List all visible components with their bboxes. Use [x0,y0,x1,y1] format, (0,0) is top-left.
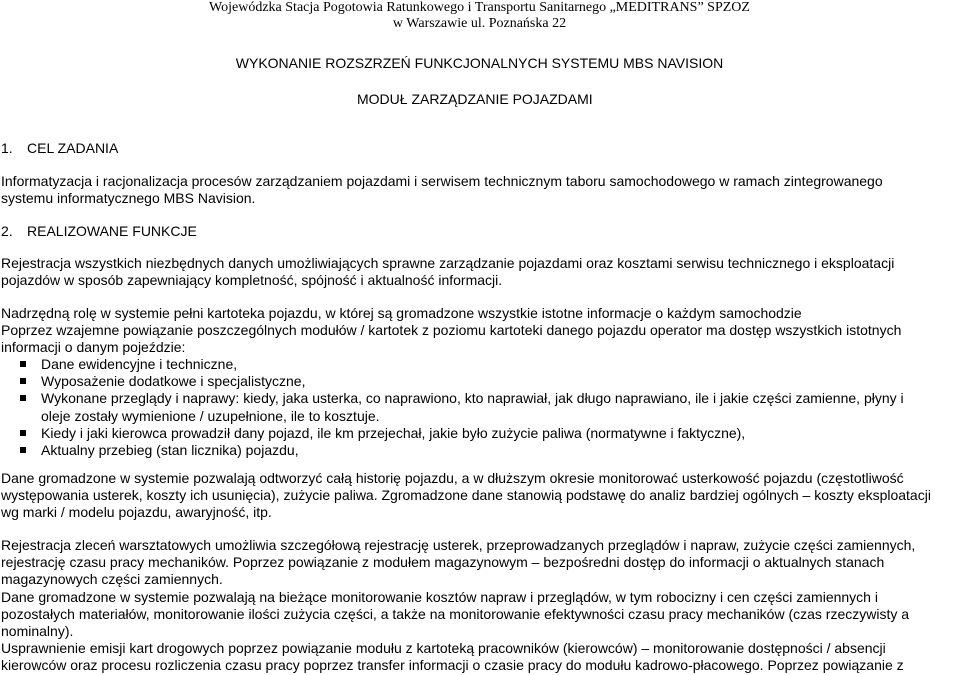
text-line: oleje zostały wymienione / uzupełnione, ile to kosztuje. [41,407,380,424]
text-line: informacji o danym pojeździe: [1,339,186,356]
text-line: Wykonane przeglądy i naprawy: kiedy, jaka usterka, co naprawiono, kto naprawiał, jak długo naprawiano, ile i jakie części zamienne, płyny i [41,390,904,407]
text-line: pozostałych materiałów, monitorowanie ilości zużycia części, a także na monitorowanie efektywności czasu pracy mechaników (czas rzeczywisty a [1,605,910,622]
text-line: Informatyzacja i racjonalizacja procesów zarządzaniem pojazdami i serwisem technicznym taboru samochodowego w ramach zintegrowanego [1,173,883,189]
bullet-square-icon [20,378,26,384]
paragraph-goal [1,173,957,207]
text-line: występowania usterek, koszty ich usunięcia), zużycie paliwa. Zgromadzone dane stanowią podstawę do analiz bardziej ogólnych – koszty eksploatacji [1,487,931,504]
text-line: Kiedy i jaki kierowca prowadził dany pojazd, ile km przejechał, jakie było zużycie paliwa (normatywne i faktyczne), [41,424,746,441]
text-line: Poprzez wzajemne powiązanie poszczególnych modułów / kartotek z poziomu kartoteki danego pojazdu operator ma dostęp wszystkich istotnych [1,322,902,339]
module-title: MODUŁ ZARZĄDZANIE POJAZDAMI [357,91,593,107]
text-line: Wyposażenie dodatkowe i specjalistyczne, [41,373,306,390]
text-line: Dane ewidencyjne i techniczne, [41,356,238,372]
section-number: 1. [1,140,13,156]
bullet-square-icon [20,361,26,367]
section-title: REALIZOWANE FUNKCJE [27,223,197,239]
paragraph-vehicle-file [1,305,957,357]
text-line: systemu informatycznego MBS Navision. [1,190,256,207]
list-item [1,442,957,459]
header-org-name: Wojewódzka Stacja Pogotowia Ratunkowego i Transportu Sanitarnego „MEDITRANS” SPZOZ [209,0,750,15]
text-line: Nadrzędną rolę w systemie pełni kartoteka pojazdu, w której są gromadzone wszystkie istotne informacje o każdym samochodzie [1,305,802,321]
section-title: CEL ZADANIA [27,140,119,156]
section-heading-functions [1,223,197,239]
text-line: kierowców oraz procesu rozliczenia czasu pracy poprzez transfer informacji o czasie pracy do modułu kadrowo-płacowego. Poprzez powiązanie z [1,657,904,674]
paragraph-history [1,470,957,522]
paragraph-functions [1,255,957,289]
bullet-square-icon [20,447,26,453]
bullet-square-icon [20,430,26,436]
list-item [1,425,957,442]
header-org-address: w Warszawie ul. Poznańska 22 [392,16,567,31]
text-line: rejestrację czasu pracy mechaników. Poprzez powiązanie z modułem magazynowym – bezpośredni dostęp do informacji o aktualnych stanach [1,554,885,571]
bullet-list [1,356,957,459]
bullet-square-icon [20,395,26,401]
section-number: 2. [1,223,13,239]
text-line: Dane gromadzone w systemie pozwalają odtworzyć całą historię pojazdu, a w dłuższym okresie monitorować usterkowość pojazdu (częstotliwość [1,470,904,486]
paragraph-workshop-orders [1,537,957,675]
section-heading-goal [1,140,118,156]
list-item [1,390,957,424]
list-item [1,373,957,390]
document-title: WYKONANIE ROZSZRZEŃ FUNKCJONALNYCH SYSTEMU MBS NAVISION [235,55,724,71]
text-line: nominalny). [1,623,74,640]
text-line: Usprawnienie emisji kart drogowych poprzez powiązanie modułu z kartoteką pracowników (kierowców) – monitorowanie dostępności / absencji [1,640,886,657]
text-line: magazynowych części zamiennych. [1,571,223,588]
list-item [1,356,957,373]
text-line: Rejestracja wszystkich niezbędnych danych umożliwiających sprawne zarządzanie pojazdami oraz kosztami serwisu technicznego i eksploatacji [1,255,895,271]
text-line: wg marki / modelu pojazdu, awaryjność, itp. [1,504,272,521]
page-header [0,0,959,32]
text-line: pojazdów w sposób zapewniający kompletność, spójność i aktualność informacji. [1,272,503,289]
text-line: Aktualny przebieg (stan licznika) pojazdu, [41,442,299,459]
text-line: Rejestracja zleceń warsztatowych umożliwia szczegółową rejestrację usterek, przeprowadzanych przeglądów i napraw, zużycie części zamiennych, [1,537,916,553]
text-line: Dane gromadzone w systemie pozwalają na bieżące monitorowanie kosztów napraw i przeglądów, w tym robocizny i cen części zamiennych i [1,588,878,605]
